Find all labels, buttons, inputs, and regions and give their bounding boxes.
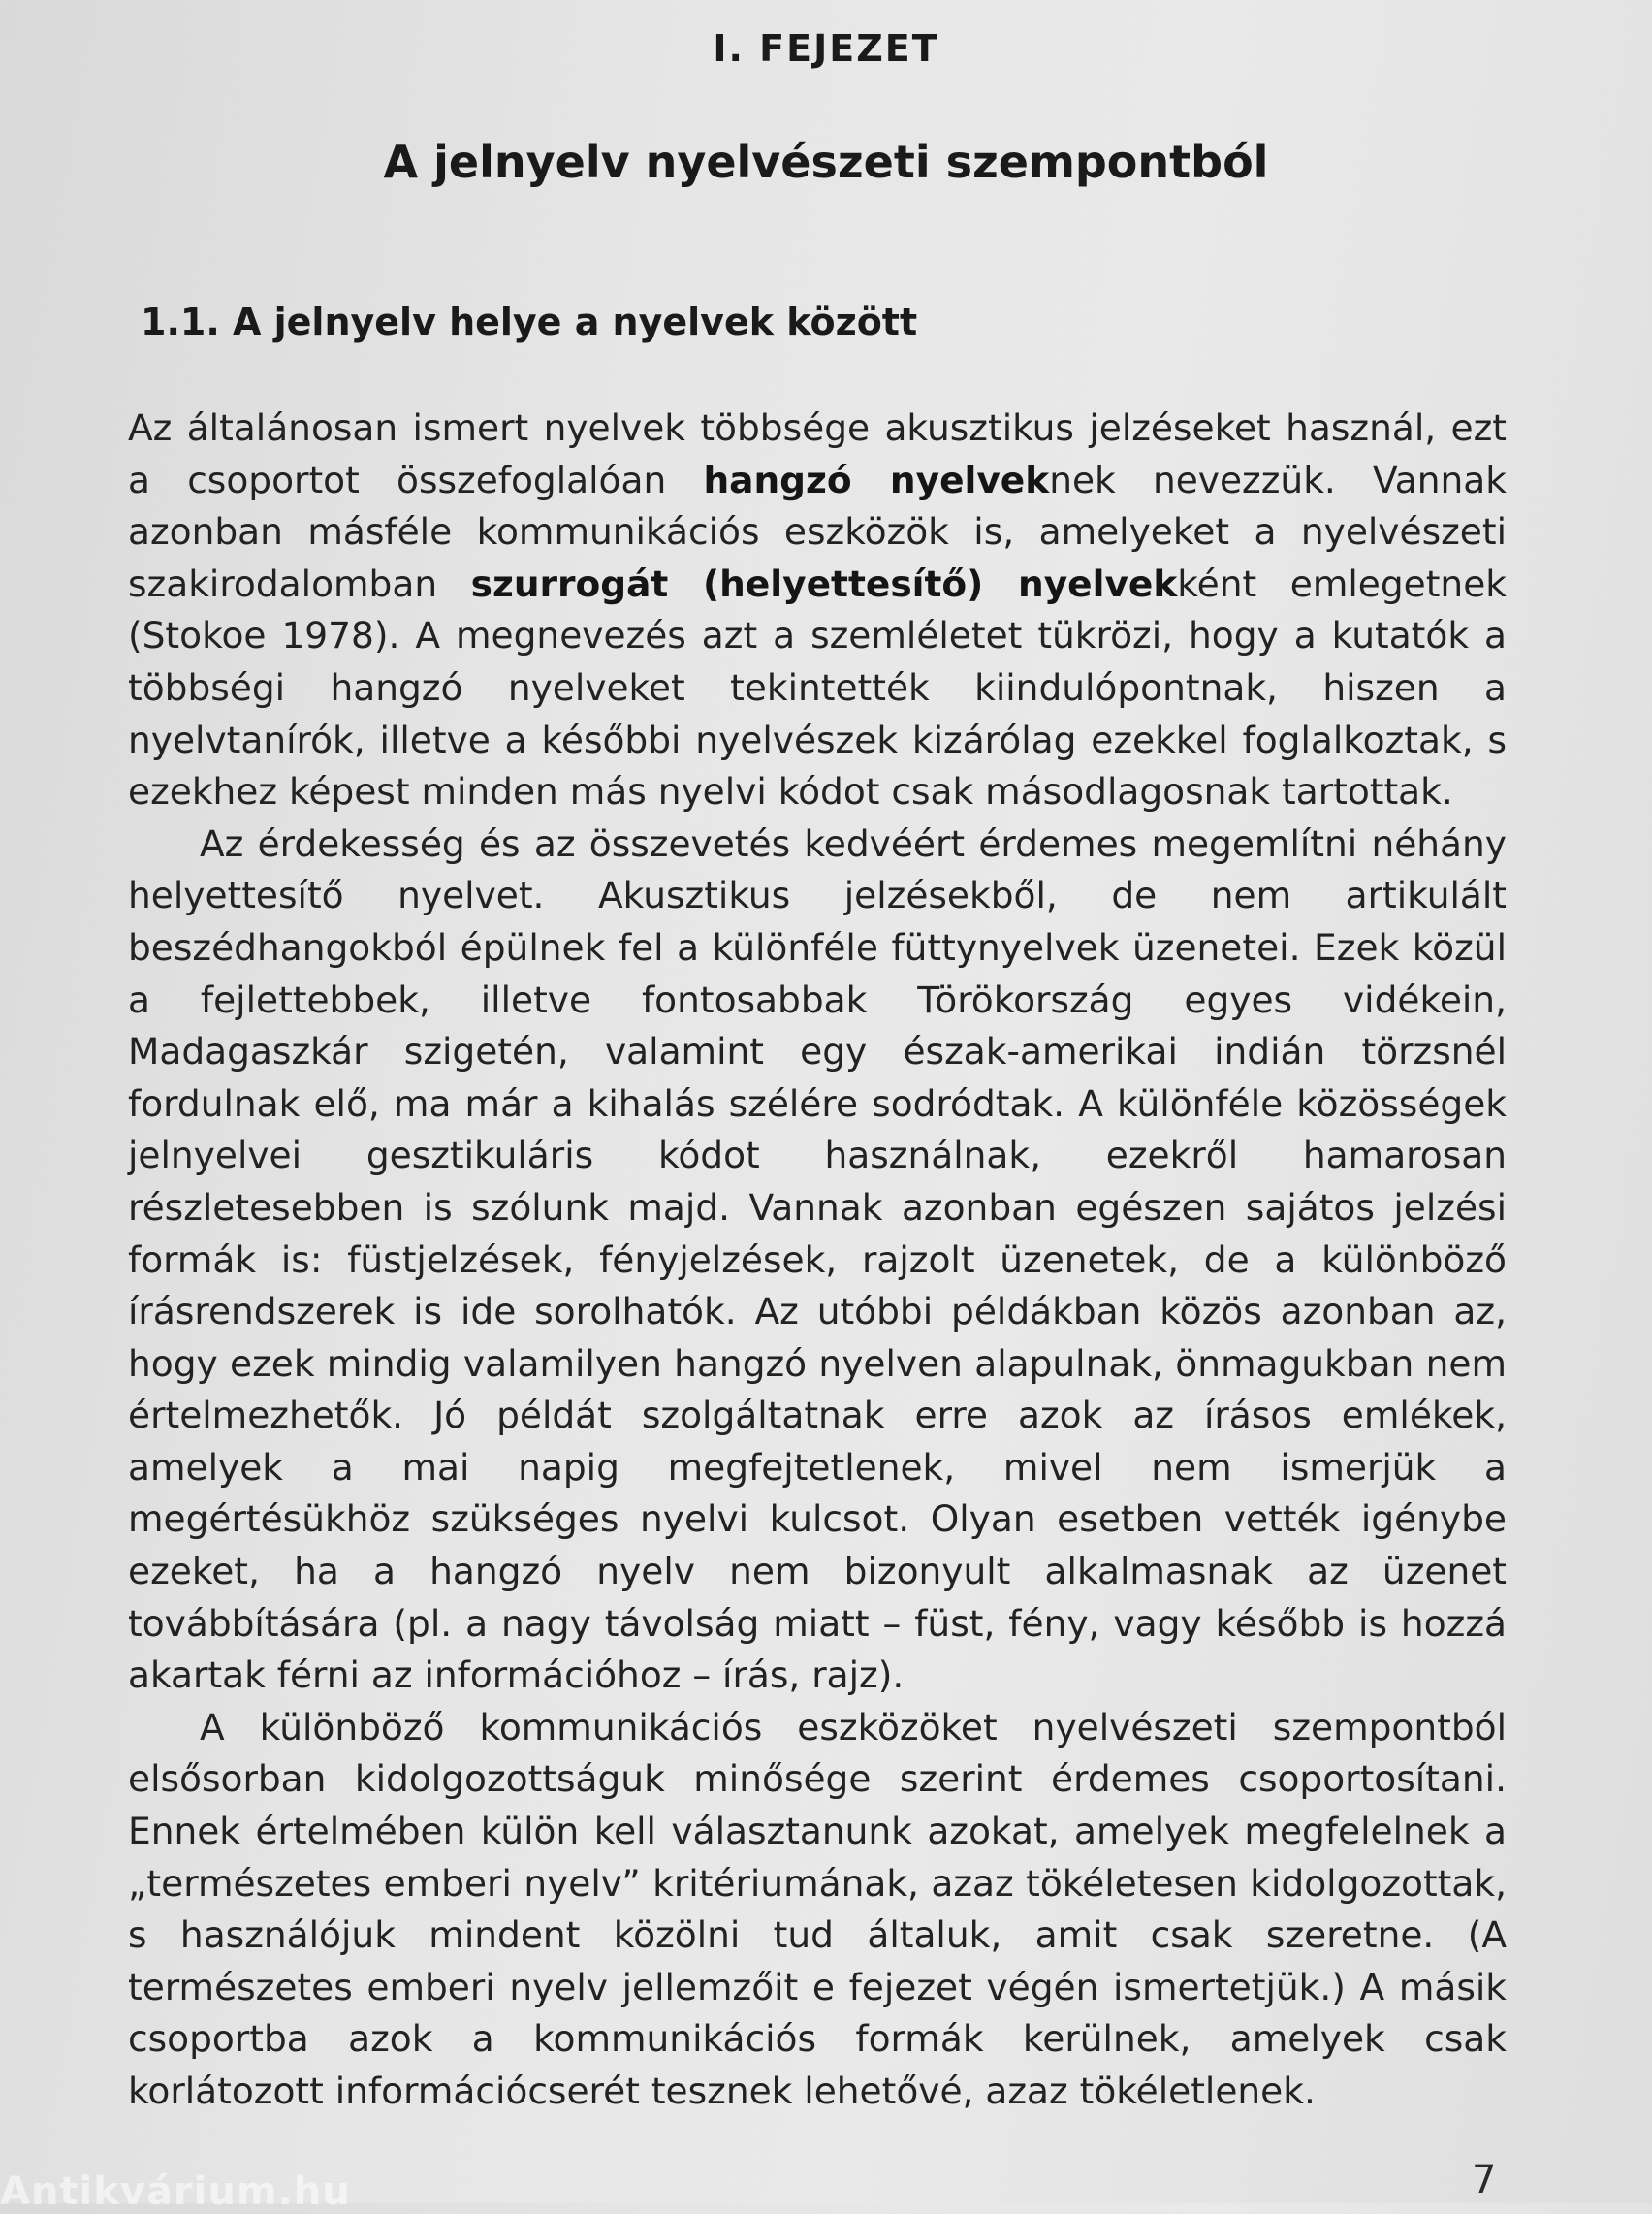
body-text	[128, 402, 1507, 2118]
page-number: 7	[1472, 2158, 1497, 2202]
paragraph-1-text-c: ként emlegetnek (Stokoe 1978). A megnevezés azt a szemléletet tükrözi, hogy a kutatók a többségi hangzó nyelveket tekintették kiindulópontnak, hiszen a nyelvtanírók, illetve a későbbi nyelvészek kizárólag ezekkel foglalkoztak, s ezekhez képest minden más nyelvi kódot csak másodlagosnak tartottak.	[128, 562, 1507, 814]
chapter-label: I. FEJEZET	[713, 27, 939, 70]
paragraph-1-text-b: nek nevezzük. Vannak azonban másféle kommunikációs eszközök is, amelyeket a nyelvészeti szakirodalomban	[128, 458, 1507, 605]
term-szurrogat-nyelvek: szurrogát (helyettesítő) nyelvek	[470, 562, 1178, 605]
section-heading: 1.1. A jelnyelv helye a nyelvek között	[141, 301, 918, 343]
paragraph-1	[128, 402, 1507, 818]
paragraph-1-text-a: Az általánosan ismert nyelvek többsége akusztikus jelzéseket használ, ezt a csoportot összefoglalóan	[128, 406, 1507, 501]
watermark: Antikvárium.hu	[0, 2169, 351, 2214]
paragraph-2: Az érdekesség és az összevetés kedvéért érdemes megemlítni néhány helyettesítő nyelvet. Akusztikus jelzésekből, de nem artikulált beszédhangokból épülnek fel a különféle füttynyelvek üzenetei. Ezek közül a fejlettebbek, illetve fontosabbak Törökország egyes vidékein, Madagaszkár szigetén, valamint egy észak-amerikai indián törzsnél fordulnak elő, ma már a kihalás szélére sodródtak. A különféle közösségek jelnyelvei gesztikuláris kódot használnak, ezekről hamarosan részletesebben is szólunk majd. Vannak azonban egészen sajátos jelzési formák is: füstjelzések, fényjelzések, rajzolt üzenetek, de a különböző írásrendszerek is ide sorolhatók. Az utóbbi példákban közös azonban az, hogy ezek mindig valamilyen hangzó nyelven alapulnak, önmagukban nem értelmezhetők. Jó példát szolgáltatnak erre azok az írásos emlékek, amelyek a mai napig megfejtetlenek, mivel nem ismerjük a megértésükhöz szükséges nyelvi kulcsot. Olyan esetben vették igénybe ezeket, ha a hangzó nyelv nem bizonyult alkalmasnak az üzenet továbbítására (pl. a nagy távolság miatt – füst, fény, vagy később is hozzá akartak férni az információhoz – írás, rajz).	[128, 821, 1507, 1697]
chapter-title: A jelnyelv nyelvészeti szempontból	[383, 136, 1269, 188]
paragraph-3: A különböző kommunikációs eszközöket nyelvészeti szempontból elsősorban kidolgozottságuk minősége szerint érdemes csoportosítani. Ennek értelmében külön kell választanunk azokat, amelyek megfelelnek a „természetes emberi nyelv” kritériumának, azaz tökéletesen kidolgozottak, s használójuk mindent közölni tud általuk, amit csak szeretne. (A természetes emberi nyelv jellemzőit e fejezet végén ismertetjük.) A másik csoportba azok a kommunikációs formák kerülnek, amelyek csak korlátozott információcserét tesznek lehetővé, azaz tökéletlenek.	[128, 1705, 1507, 2112]
term-hangzo-nyelvek: hangzó nyelvek	[703, 458, 1050, 501]
